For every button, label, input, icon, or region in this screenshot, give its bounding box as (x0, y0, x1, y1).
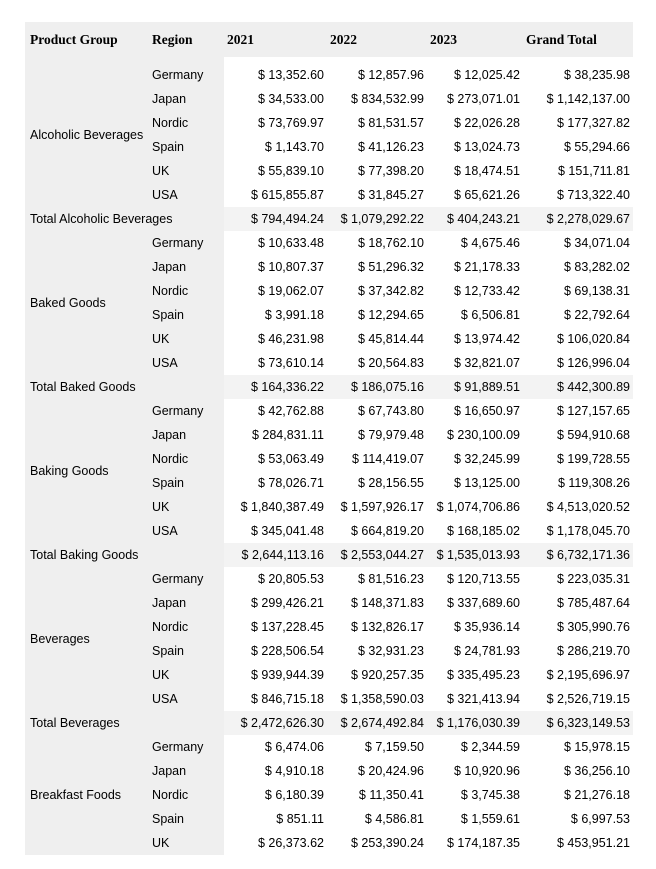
value-cell: $ 46,231.98 (224, 327, 327, 351)
column-header-2021: 2021 (224, 22, 327, 57)
region-cell: Spain (148, 135, 224, 159)
value-cell: $ 1,840,387.49 (224, 495, 327, 519)
value-cell: $ 22,026.28 (427, 111, 523, 135)
value-cell: $ 12,025.42 (427, 63, 523, 87)
total-value-cell: $ 2,472,626.30 (224, 711, 327, 735)
value-cell: $ 286,219.70 (523, 639, 633, 663)
value-cell: $ 453,951.21 (523, 831, 633, 855)
product-group-cell: Breakfast Foods (25, 735, 148, 855)
region-cell: USA (148, 519, 224, 543)
value-cell: $ 785,487.64 (523, 591, 633, 615)
region-cell: UK (148, 495, 224, 519)
region-cell: Japan (148, 87, 224, 111)
total-value-cell: $ 2,553,044.27 (327, 543, 427, 567)
region-cell: Germany (148, 399, 224, 423)
value-cell: $ 230,100.09 (427, 423, 523, 447)
value-cell: $ 177,327.82 (523, 111, 633, 135)
value-cell: $ 2,344.59 (427, 735, 523, 759)
value-cell: $ 1,358,590.03 (327, 687, 427, 711)
region-cell: UK (148, 831, 224, 855)
table-row (25, 735, 633, 759)
total-value-cell: $ 2,644,113.16 (224, 543, 327, 567)
value-cell: $ 78,026.71 (224, 471, 327, 495)
value-cell: $ 137,228.45 (224, 615, 327, 639)
value-cell: $ 32,245.99 (427, 447, 523, 471)
total-value-cell: $ 6,732,171.36 (523, 543, 633, 567)
product-group-cell: Baking Goods (25, 399, 148, 543)
total-value-cell: $ 164,336.22 (224, 375, 327, 399)
value-cell: $ 20,564.83 (327, 351, 427, 375)
total-value-cell: $ 442,300.89 (523, 375, 633, 399)
value-cell: $ 24,781.93 (427, 639, 523, 663)
value-cell: $ 36,256.10 (523, 759, 633, 783)
value-cell: $ 199,728.55 (523, 447, 633, 471)
table-row (25, 567, 633, 591)
value-cell: $ 45,814.44 (327, 327, 427, 351)
value-cell: $ 20,805.53 (224, 567, 327, 591)
region-cell: Spain (148, 471, 224, 495)
value-cell: $ 12,733.42 (427, 279, 523, 303)
value-cell: $ 3,991.18 (224, 303, 327, 327)
group-total-row (25, 207, 633, 231)
value-cell: $ 77,398.20 (327, 159, 427, 183)
value-cell: $ 6,180.39 (224, 783, 327, 807)
value-cell: $ 15,978.15 (523, 735, 633, 759)
value-cell: $ 305,990.76 (523, 615, 633, 639)
value-cell: $ 151,711.81 (523, 159, 633, 183)
value-cell: $ 12,857.96 (327, 63, 427, 87)
value-cell: $ 67,743.80 (327, 399, 427, 423)
value-cell: $ 127,157.65 (523, 399, 633, 423)
total-value-cell: $ 186,075.16 (327, 375, 427, 399)
value-cell: $ 615,855.87 (224, 183, 327, 207)
value-cell: $ 28,156.55 (327, 471, 427, 495)
value-cell: $ 594,910.68 (523, 423, 633, 447)
group-total-row (25, 543, 633, 567)
value-cell: $ 253,390.24 (327, 831, 427, 855)
value-cell: $ 11,350.41 (327, 783, 427, 807)
value-cell: $ 834,532.99 (327, 87, 427, 111)
region-cell: UK (148, 159, 224, 183)
region-cell: Japan (148, 759, 224, 783)
value-cell: $ 65,621.26 (427, 183, 523, 207)
table-row (25, 63, 633, 87)
column-header-2022: 2022 (327, 22, 427, 57)
value-cell: $ 16,650.97 (427, 399, 523, 423)
value-cell: $ 1,559.61 (427, 807, 523, 831)
table-row (25, 231, 633, 255)
value-cell: $ 1,142,137.00 (523, 87, 633, 111)
total-label-cell: Total Beverages (25, 711, 224, 735)
value-cell: $ 132,826.17 (327, 615, 427, 639)
value-cell: $ 223,035.31 (523, 567, 633, 591)
value-cell: $ 6,997.53 (523, 807, 633, 831)
product-group-cell: Beverages (25, 567, 148, 711)
value-cell: $ 335,495.23 (427, 663, 523, 687)
region-cell: USA (148, 183, 224, 207)
value-cell: $ 664,819.20 (327, 519, 427, 543)
value-cell: $ 1,597,926.17 (327, 495, 427, 519)
value-cell: $ 21,178.33 (427, 255, 523, 279)
total-value-cell: $ 6,323,149.53 (523, 711, 633, 735)
value-cell: $ 55,294.66 (523, 135, 633, 159)
region-cell: Japan (148, 255, 224, 279)
region-cell: Germany (148, 567, 224, 591)
value-cell: $ 851.11 (224, 807, 327, 831)
value-cell: $ 26,373.62 (224, 831, 327, 855)
value-cell: $ 1,178,045.70 (523, 519, 633, 543)
region-cell: UK (148, 663, 224, 687)
value-cell: $ 1,074,706.86 (427, 495, 523, 519)
value-cell: $ 41,126.23 (327, 135, 427, 159)
value-cell: $ 37,342.82 (327, 279, 427, 303)
group-total-row (25, 375, 633, 399)
region-cell: Germany (148, 231, 224, 255)
region-cell: Nordic (148, 615, 224, 639)
value-cell: $ 7,159.50 (327, 735, 427, 759)
value-cell: $ 12,294.65 (327, 303, 427, 327)
value-cell: $ 2,526,719.15 (523, 687, 633, 711)
region-cell: Germany (148, 63, 224, 87)
value-cell: $ 20,424.96 (327, 759, 427, 783)
region-cell: Spain (148, 807, 224, 831)
value-cell: $ 32,931.23 (327, 639, 427, 663)
column-header-product-group: Product Group (25, 22, 148, 57)
value-cell: $ 21,276.18 (523, 783, 633, 807)
value-cell: $ 713,322.40 (523, 183, 633, 207)
value-cell: $ 81,516.23 (327, 567, 427, 591)
value-cell: $ 126,996.04 (523, 351, 633, 375)
total-value-cell: $ 1,535,013.93 (427, 543, 523, 567)
value-cell: $ 2,195,696.97 (523, 663, 633, 687)
value-cell: $ 51,296.32 (327, 255, 427, 279)
value-cell: $ 4,675.46 (427, 231, 523, 255)
total-label-cell: Total Alcoholic Beverages (25, 207, 224, 231)
value-cell: $ 13,974.42 (427, 327, 523, 351)
value-cell: $ 31,845.27 (327, 183, 427, 207)
value-cell: $ 55,839.10 (224, 159, 327, 183)
value-cell: $ 337,689.60 (427, 591, 523, 615)
region-cell: Nordic (148, 447, 224, 471)
value-cell: $ 299,426.21 (224, 591, 327, 615)
region-cell: Germany (148, 735, 224, 759)
value-cell: $ 35,936.14 (427, 615, 523, 639)
total-value-cell: $ 2,278,029.67 (523, 207, 633, 231)
value-cell: $ 119,308.26 (523, 471, 633, 495)
column-header-grand-total: Grand Total (523, 22, 633, 57)
value-cell: $ 10,807.37 (224, 255, 327, 279)
total-value-cell: $ 794,494.24 (224, 207, 327, 231)
total-value-cell: $ 2,674,492.84 (327, 711, 427, 735)
total-value-cell: $ 404,243.21 (427, 207, 523, 231)
value-cell: $ 83,282.02 (523, 255, 633, 279)
value-cell: $ 4,586.81 (327, 807, 427, 831)
value-cell: $ 345,041.48 (224, 519, 327, 543)
region-cell: Nordic (148, 783, 224, 807)
group-total-row (25, 711, 633, 735)
value-cell: $ 73,769.97 (224, 111, 327, 135)
value-cell: $ 4,910.18 (224, 759, 327, 783)
total-value-cell: $ 1,079,292.22 (327, 207, 427, 231)
region-cell: Nordic (148, 111, 224, 135)
value-cell: $ 53,063.49 (224, 447, 327, 471)
value-cell: $ 13,352.60 (224, 63, 327, 87)
value-cell: $ 22,792.64 (523, 303, 633, 327)
total-value-cell: $ 1,176,030.39 (427, 711, 523, 735)
table-row (25, 399, 633, 423)
value-cell: $ 18,762.10 (327, 231, 427, 255)
product-group-cell: Baked Goods (25, 231, 148, 375)
value-cell: $ 148,371.83 (327, 591, 427, 615)
value-cell: $ 19,062.07 (224, 279, 327, 303)
value-cell: $ 1,143.70 (224, 135, 327, 159)
value-cell: $ 939,944.39 (224, 663, 327, 687)
value-cell: $ 34,533.00 (224, 87, 327, 111)
region-cell: UK (148, 327, 224, 351)
value-cell: $ 3,745.38 (427, 783, 523, 807)
region-cell: Japan (148, 423, 224, 447)
value-cell: $ 10,633.48 (224, 231, 327, 255)
value-cell: $ 120,713.55 (427, 567, 523, 591)
value-cell: $ 6,474.06 (224, 735, 327, 759)
total-label-cell: Total Baking Goods (25, 543, 224, 567)
value-cell: $ 13,024.73 (427, 135, 523, 159)
header-row (25, 22, 633, 57)
value-cell: $ 34,071.04 (523, 231, 633, 255)
value-cell: $ 174,187.35 (427, 831, 523, 855)
value-cell: $ 69,138.31 (523, 279, 633, 303)
region-cell: Nordic (148, 279, 224, 303)
value-cell: $ 81,531.57 (327, 111, 427, 135)
value-cell: $ 79,979.48 (327, 423, 427, 447)
value-cell: $ 6,506.81 (427, 303, 523, 327)
pivot-table (25, 22, 633, 855)
value-cell: $ 106,020.84 (523, 327, 633, 351)
region-cell: Spain (148, 639, 224, 663)
pivot-table-body (25, 57, 633, 855)
value-cell: $ 10,920.96 (427, 759, 523, 783)
total-label-cell: Total Baked Goods (25, 375, 224, 399)
product-group-cell: Alcoholic Beverages (25, 63, 148, 207)
region-cell: Japan (148, 591, 224, 615)
value-cell: $ 920,257.35 (327, 663, 427, 687)
value-cell: $ 321,413.94 (427, 687, 523, 711)
value-cell: $ 18,474.51 (427, 159, 523, 183)
value-cell: $ 4,513,020.52 (523, 495, 633, 519)
region-cell: USA (148, 687, 224, 711)
value-cell: $ 168,185.02 (427, 519, 523, 543)
value-cell: $ 284,831.11 (224, 423, 327, 447)
value-cell: $ 114,419.07 (327, 447, 427, 471)
region-cell: Spain (148, 303, 224, 327)
region-cell: USA (148, 351, 224, 375)
value-cell: $ 73,610.14 (224, 351, 327, 375)
value-cell: $ 228,506.54 (224, 639, 327, 663)
value-cell: $ 38,235.98 (523, 63, 633, 87)
value-cell: $ 32,821.07 (427, 351, 523, 375)
column-header-region: Region (148, 22, 224, 57)
total-value-cell: $ 91,889.51 (427, 375, 523, 399)
value-cell: $ 846,715.18 (224, 687, 327, 711)
value-cell: $ 273,071.01 (427, 87, 523, 111)
value-cell: $ 13,125.00 (427, 471, 523, 495)
value-cell: $ 42,762.88 (224, 399, 327, 423)
column-header-2023: 2023 (427, 22, 523, 57)
